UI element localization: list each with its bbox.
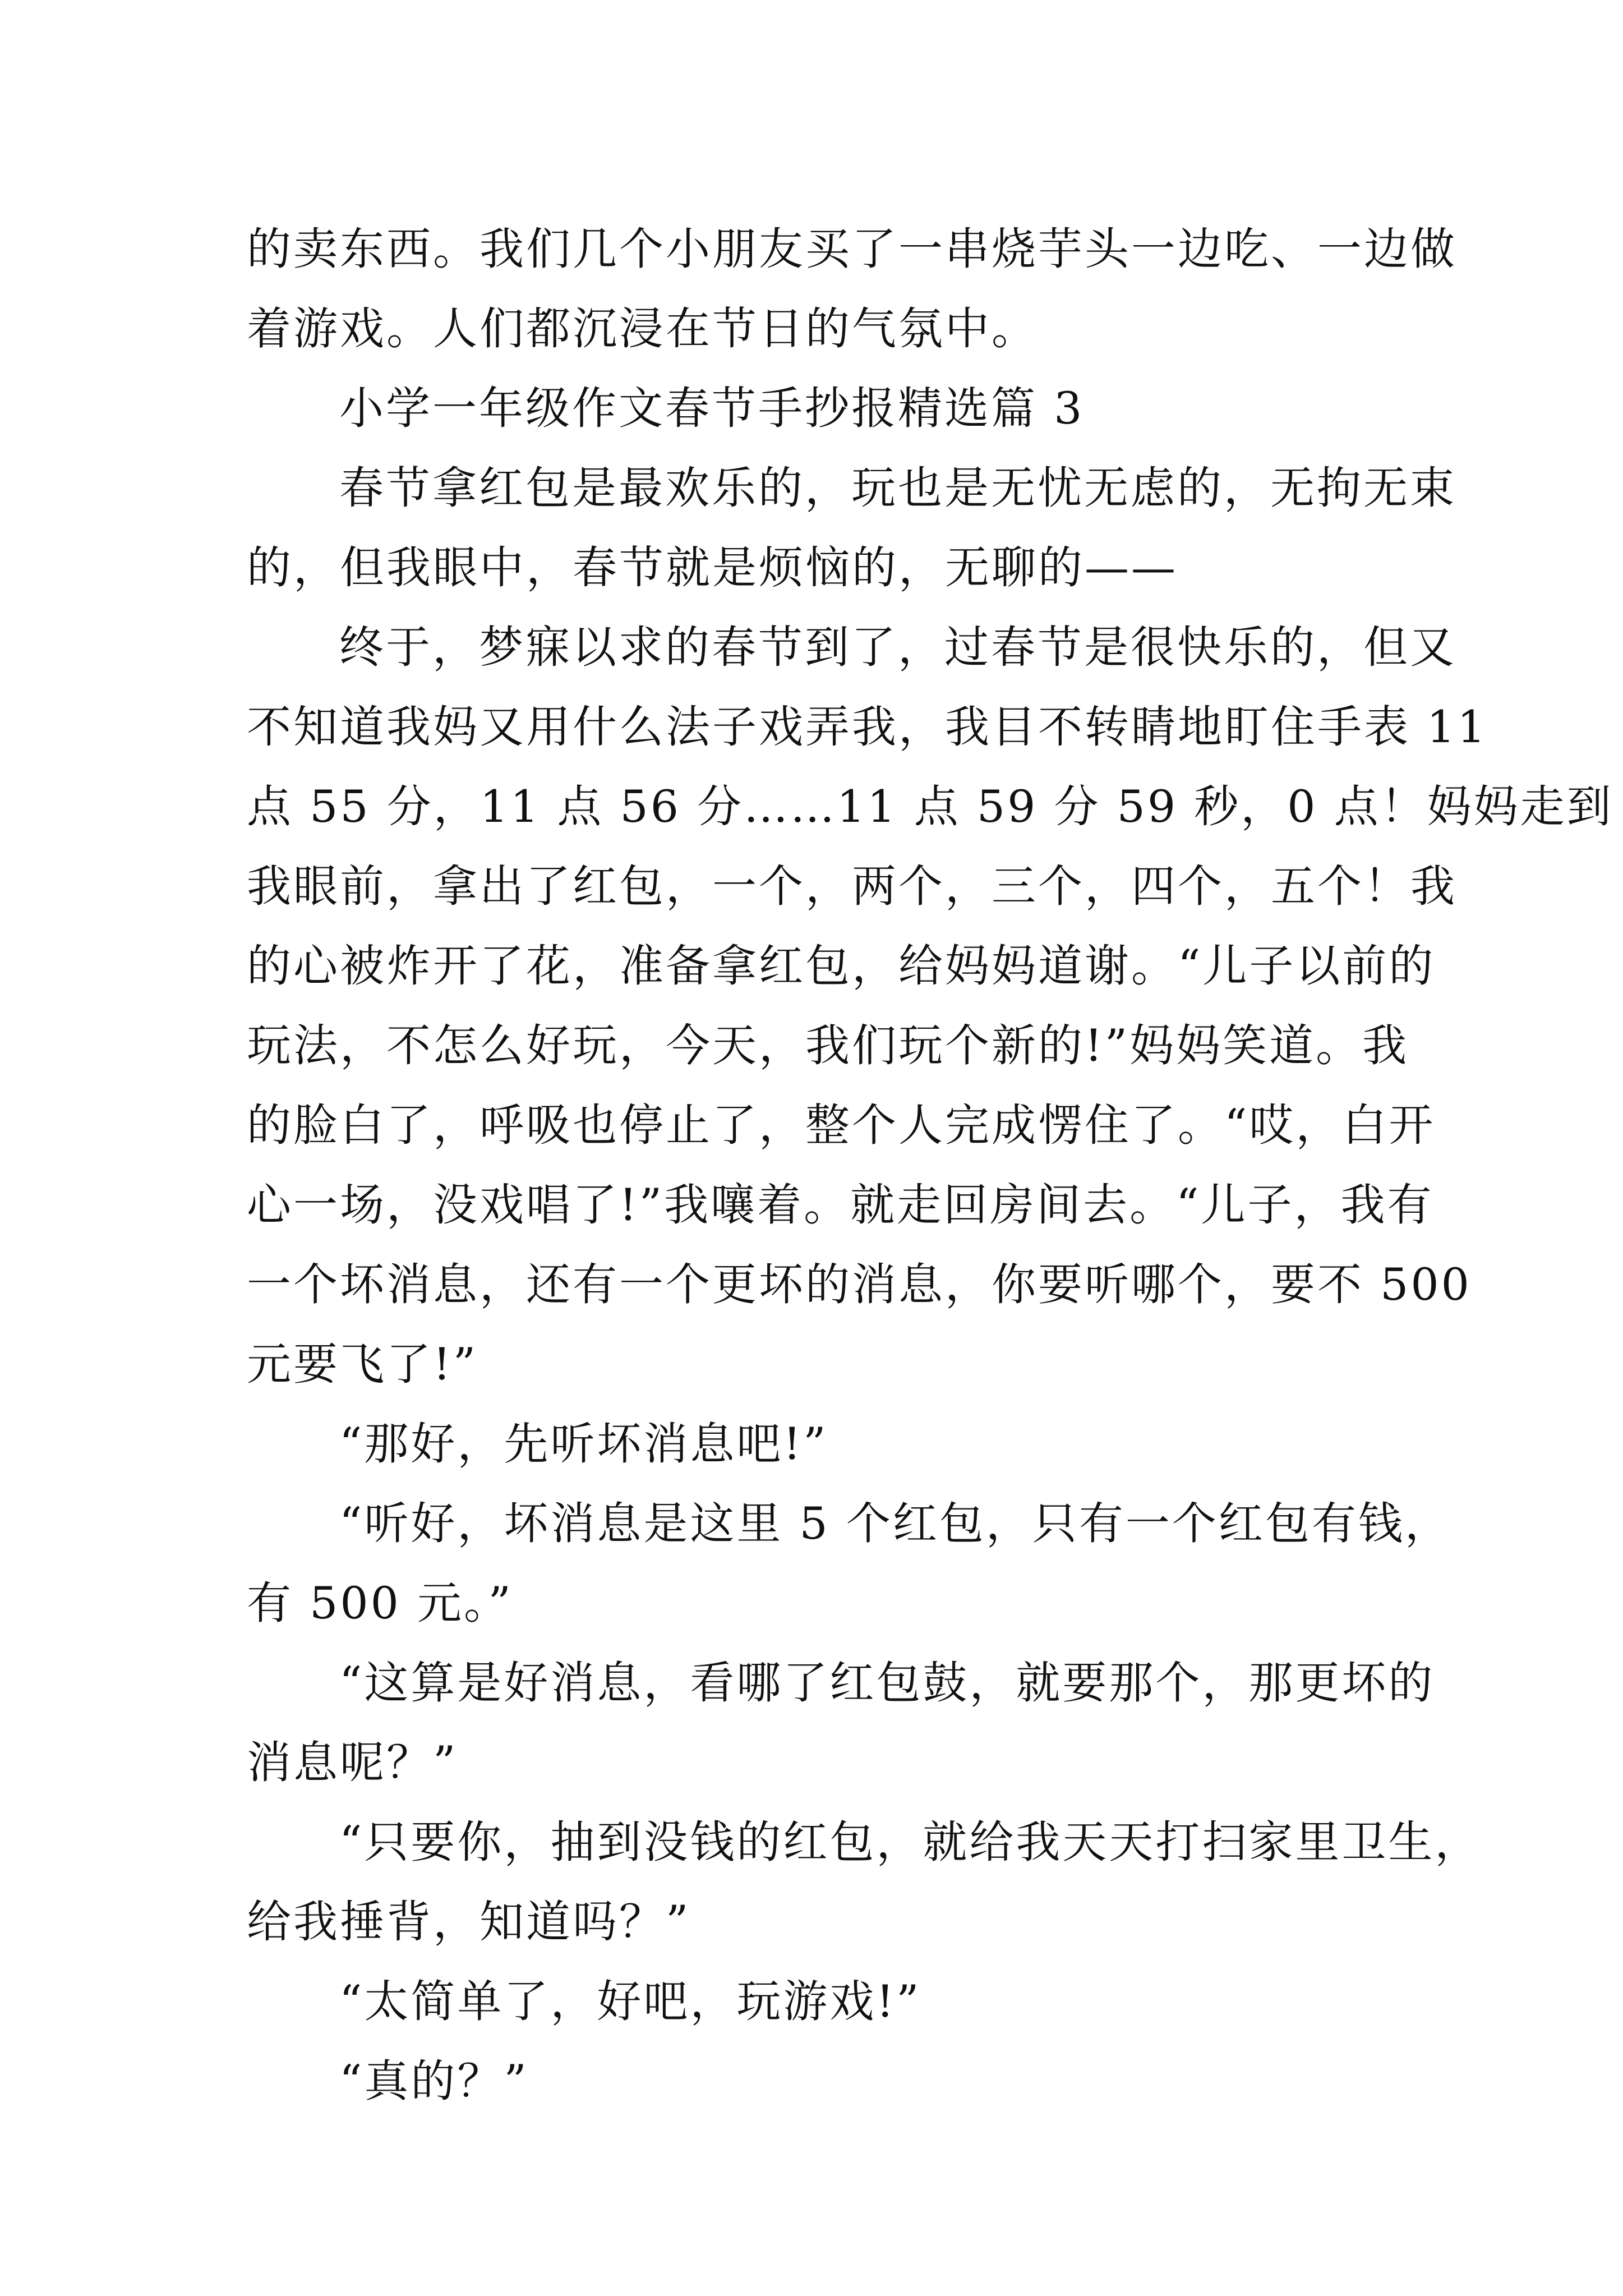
text-line: “那好，先听坏消息吧!”: [339, 1418, 828, 1470]
text-line: 着游戏。人们都沉浸在节日的气氛中。: [247, 303, 1038, 355]
text-line: 的心被炸开了花，准备拿红包，给妈妈道谢。“儿子以前的: [247, 940, 1436, 992]
section-heading: [247, 369, 1391, 448]
text-line: “只要你，抽到没钱的红包，就给我天天打扫家里卫生，: [339, 1816, 1482, 1868]
text-line: 元要飞了!”: [247, 1338, 478, 1390]
text-line: 给我捶背，知道吗？”: [247, 1896, 691, 1948]
paragraph: [247, 2041, 1391, 2121]
paragraph-continuation: [247, 209, 1457, 369]
heading-line: 小学一年级作文春节手抄报精选篇 3: [339, 383, 1085, 434]
paragraph: [247, 1802, 1482, 1962]
text-line: 不知道我妈又用什么法子戏弄我，我目不转睛地盯住手表 11: [247, 701, 1488, 753]
paragraph: [247, 608, 1613, 1404]
text-line: 的卖东西。我们几个小朋友买了一串烧芋头一边吃、一边做: [247, 223, 1457, 275]
text-line: 的脸白了，呼吸也停止了，整个人完成愣住了。“哎，白开: [247, 1099, 1436, 1151]
text-line: “这算是好消息，看哪了红包鼓，就要那个，那更坏的: [339, 1657, 1435, 1709]
text-line: 心一场，没戏唱了!”我嚷着。就走回房间去。“儿子，我有: [247, 1179, 1434, 1231]
text-line: 消息呢？”: [247, 1737, 458, 1788]
text-line: 的，但我眼中，春节就是烦恼的，无聊的——: [247, 542, 1178, 593]
text-line: 春节拿红包是最欢乐的，玩也是无忧无虑的，无拘无束: [339, 462, 1456, 514]
text-line: 玩法，不怎么好玩，今天，我们玩个新的!”妈妈笑道。我: [247, 1020, 1409, 1071]
text-line: 我眼前，拿出了红包，一个，两个，三个，四个，五个！我: [247, 861, 1457, 912]
text-line: 有 500 元。”: [247, 1577, 513, 1629]
paragraph: [247, 1962, 1391, 2041]
paragraph: [247, 1484, 1451, 1643]
document-body: [247, 209, 1613, 2121]
text-line: 一个坏消息，还有一个更坏的消息，你要听哪个，要不 500: [247, 1259, 1472, 1310]
text-line: 终于，梦寐以求的春节到了，过春节是很快乐的，但又: [339, 622, 1456, 673]
text-line: “太简单了，好吧，玩游戏!”: [339, 1976, 921, 2027]
paragraph: [247, 448, 1456, 608]
text-line: “听好，坏消息是这里 5 个红包，只有一个红包有钱，: [339, 1498, 1451, 1549]
paragraph: [247, 1404, 1391, 1484]
text-line: 点 55 分，11 点 56 分……11 点 59 分 59 秒，0 点！妈妈走到: [247, 781, 1613, 832]
paragraph: [247, 1643, 1435, 1802]
text-line: “真的？”: [339, 2055, 529, 2107]
